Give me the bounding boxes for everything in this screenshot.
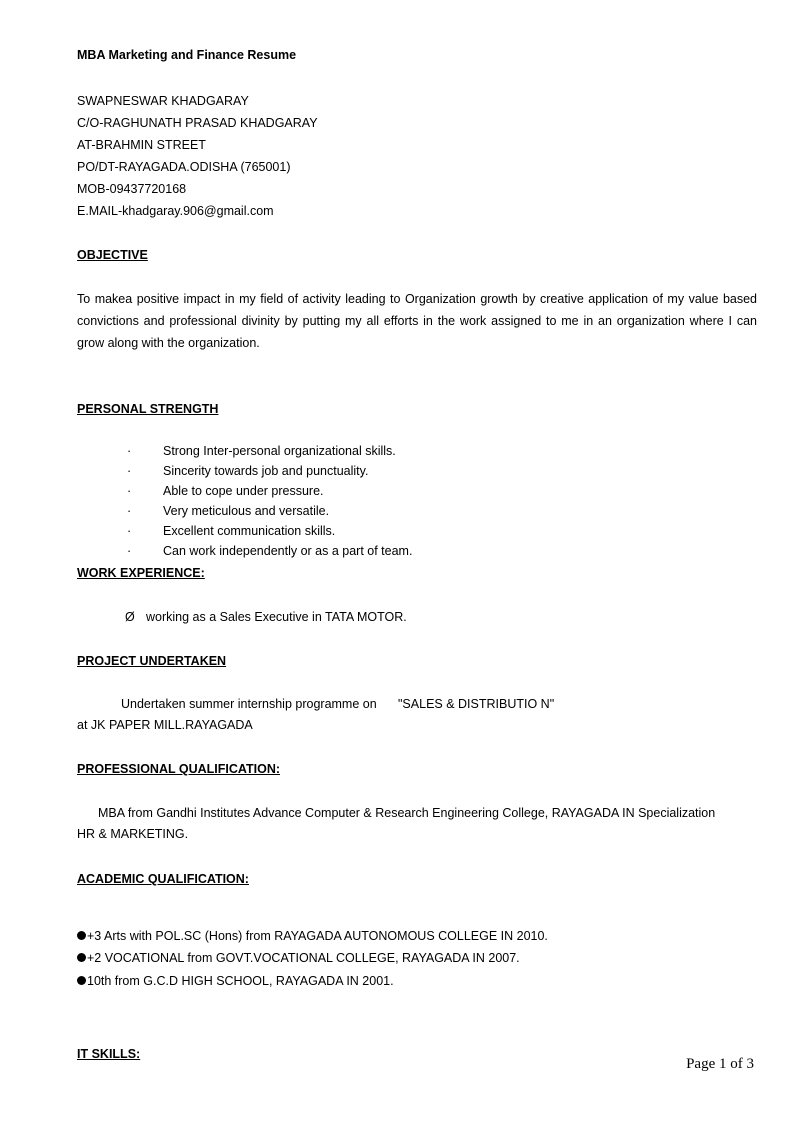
page-number: Page 1 of 3 bbox=[686, 1056, 754, 1072]
strength-item: Can work independently or as a part of team. bbox=[163, 544, 413, 558]
work-experience-heading: WORK EXPERIENCE: bbox=[77, 566, 205, 580]
contact-name: SWAPNESWAR KHADGARAY bbox=[77, 94, 249, 108]
professional-specialization: HR & MARKETING. bbox=[77, 827, 189, 841]
professional-line: MBA from Gandhi Institutes Advance Computer & Research Engineering College, RAYAGADA IN Specialization bbox=[98, 806, 716, 820]
academic-item: +3 Arts with POL.SC (Hons) from RAYAGADA AUTONOMOUS COLLEGE IN 2010. bbox=[77, 929, 548, 943]
project-title-quote: "SALES & DISTRIBUTIO N" bbox=[398, 697, 555, 711]
professional-qualification-heading: PROFESSIONAL QUALIFICATION: bbox=[77, 762, 281, 776]
contact-street: AT-BRAHMIN STREET bbox=[77, 138, 206, 152]
contact-post: PO/DT-RAYAGADA.ODISHA (765001) bbox=[77, 160, 291, 174]
work-item: working as a Sales Executive in TATA MOTOR. bbox=[146, 610, 407, 624]
contact-care-of: C/O-RAGHUNATH PRASAD KHADGARAY bbox=[77, 116, 318, 130]
strength-item: Strong Inter-personal organizational skills. bbox=[163, 444, 396, 458]
project-location: at JK PAPER MILL.RAYAGADA bbox=[77, 718, 253, 732]
bullet-dot-icon: · bbox=[127, 524, 132, 538]
filled-circle-bullet-icon bbox=[77, 953, 86, 962]
project-line: Undertaken summer internship programme on bbox=[121, 697, 377, 711]
personal-strength-heading: PERSONAL STRENGTH bbox=[77, 402, 219, 416]
contact-email: E.MAIL-khadgaray.906@gmail.com bbox=[77, 204, 274, 218]
objective-text: To makea positive impact in my field of activity leading to Organization growth by creative application of my value based convictions and professional divinity by putting my all efforts in the work assigned to me in an organization where I can grow along with the organization. bbox=[77, 292, 757, 350]
bullet-dot-icon: · bbox=[127, 444, 132, 458]
arrow-bullet-icon: Ø bbox=[125, 610, 135, 624]
filled-circle-bullet-icon bbox=[77, 931, 86, 940]
strength-item: Able to cope under pressure. bbox=[163, 484, 324, 498]
bullet-dot-icon: · bbox=[127, 544, 132, 558]
academic-item: +2 VOCATIONAL from GOVT.VOCATIONAL COLLEGE, RAYAGADA IN 2007. bbox=[77, 951, 520, 965]
strength-item: Sincerity towards job and punctuality. bbox=[163, 464, 369, 478]
contact-mobile: MOB-09437720168 bbox=[77, 182, 187, 196]
strength-item: Excellent communication skills. bbox=[163, 524, 336, 538]
academic-item: 10th from G.C.D HIGH SCHOOL, RAYAGADA IN 2001. bbox=[77, 974, 394, 988]
bullet-dot-icon: · bbox=[127, 484, 132, 498]
document-title: MBA Marketing and Finance Resume bbox=[77, 48, 297, 62]
bullet-dot-icon: · bbox=[127, 464, 132, 478]
strength-item: Very meticulous and versatile. bbox=[163, 504, 330, 518]
bullet-dot-icon: · bbox=[127, 504, 132, 518]
objective-heading: OBJECTIVE bbox=[77, 248, 148, 262]
project-heading: PROJECT UNDERTAKEN bbox=[77, 654, 227, 668]
filled-circle-bullet-icon bbox=[77, 976, 86, 985]
it-skills-heading: IT SKILLS: bbox=[77, 1047, 141, 1061]
academic-qualification-heading: ACADEMIC QUALIFICATION: bbox=[77, 872, 249, 886]
